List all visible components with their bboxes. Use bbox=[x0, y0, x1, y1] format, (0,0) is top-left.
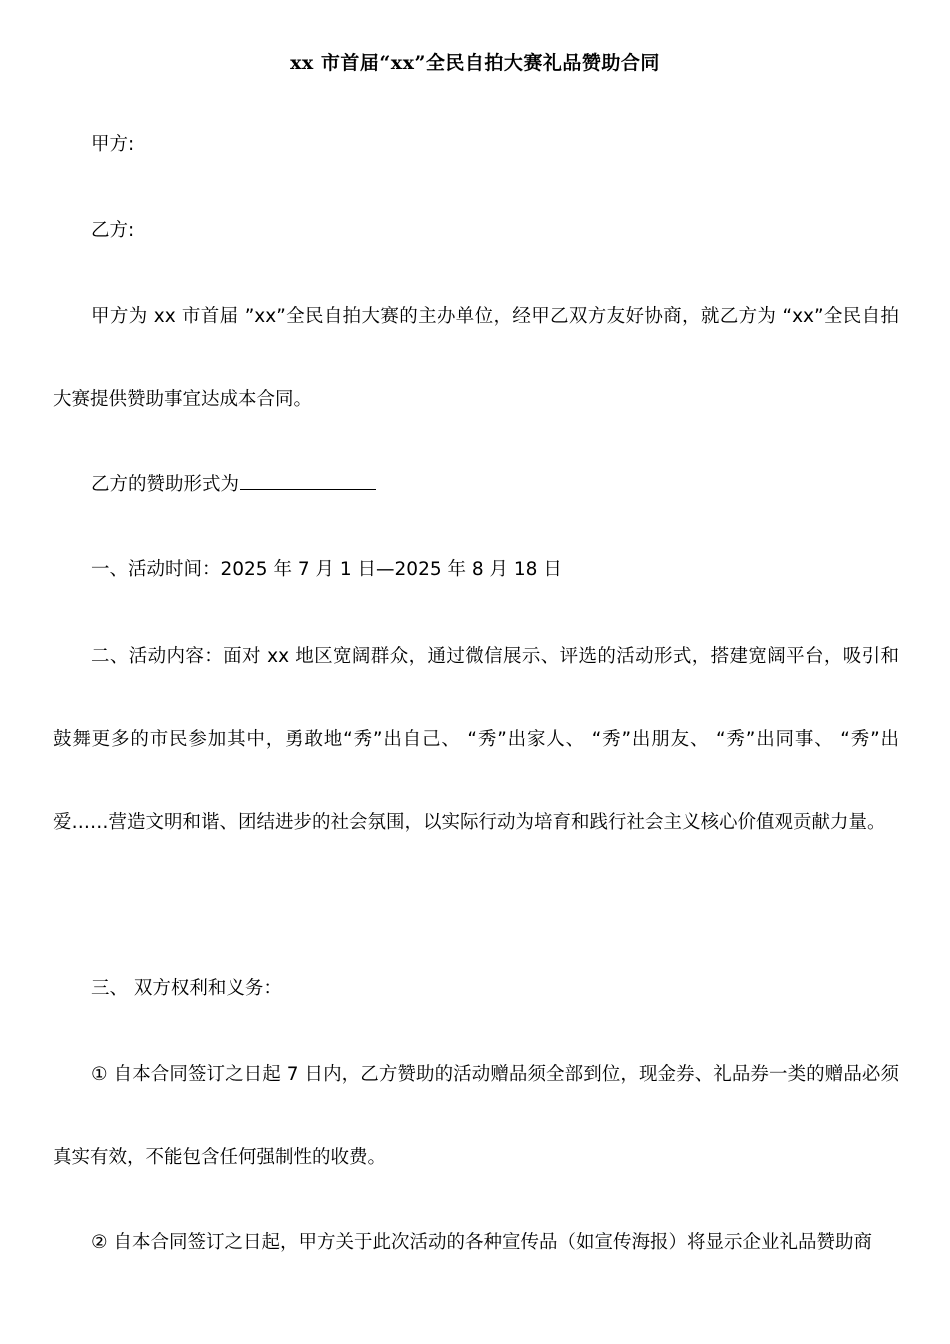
section-activity-time: 一、活动时间：2025 年 7 月 1 日—2025 年 8 月 18 日 bbox=[91, 559, 562, 580]
intro-paragraph: 甲方为 xx 市首届 ”xx”全民自拍大赛的主办单位，经甲乙双方友好协商，就乙方为 “xx”全民自拍大赛提供赞助事宜达成本合同。 bbox=[53, 306, 899, 410]
clause-2: ② 自本合同签订之日起，甲方关于此次活动的各种宣传品（如宣传海报）将显示企业礼品赞助商 bbox=[91, 1232, 872, 1253]
party-a-label: 甲方: bbox=[91, 134, 135, 155]
party-b-label: 乙方: bbox=[91, 220, 135, 241]
sponsorship-form-line bbox=[53, 443, 899, 526]
sponsorship-form-blank bbox=[240, 471, 376, 490]
clause-1: ① 自本合同签订之日起 7 日内，乙方赞助的活动赠品须全部到位，现金券、礼品券一类的赠品必须真实有效，不能包含任何强制性的收费。 bbox=[53, 1064, 899, 1168]
sponsorship-form-label: 乙方的赞助形式为 bbox=[91, 474, 240, 495]
section-rights-heading: 三、 双方权利和义务： bbox=[91, 978, 282, 999]
section-activity-content: 二、活动内容：面对 xx 地区宽阔群众，通过微信展示、评选的活动形式，搭建宽阔平台，吸引和鼓舞更多的市民参加其中，勇敢地“秀”出自己、 “秀”出家人、 “秀”出朋友、 “秀”出同事、 “秀”出爱……营造文明和谐、团结进步的社会氛围，以实际行动为培育和践行社会主义核心价值观贡献力量。 bbox=[53, 646, 899, 833]
document-title: xx 市首届“xx”全民自拍大赛礼品赞助合同 bbox=[290, 52, 660, 74]
